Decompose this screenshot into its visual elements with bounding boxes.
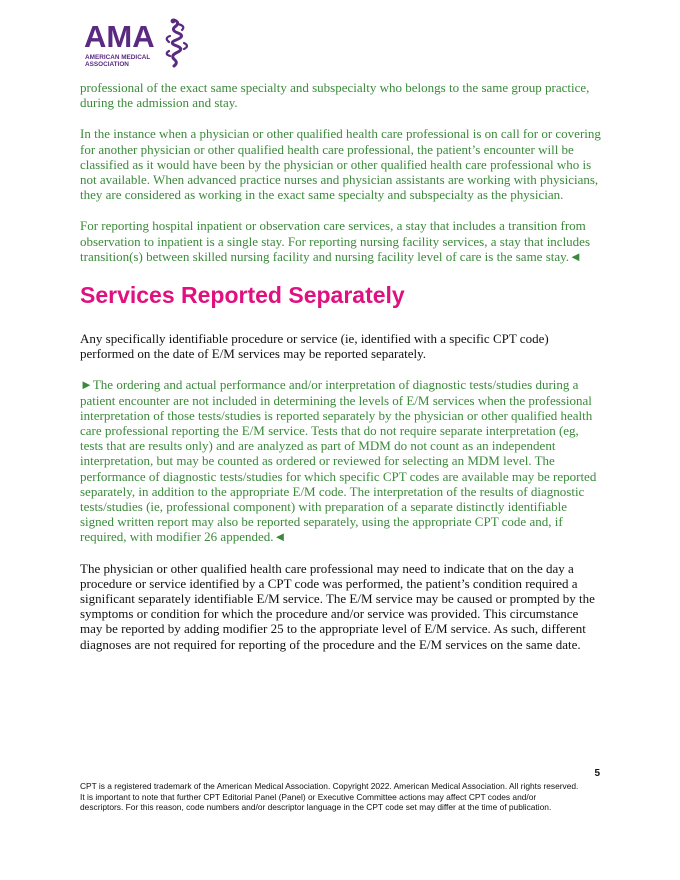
ama-logo bbox=[84, 20, 196, 70]
section-heading: Services Reported Separately bbox=[80, 282, 405, 309]
logo-subtitle: AMERICAN MEDICAL ASSOCIATION bbox=[85, 54, 151, 69]
caduceus-icon bbox=[160, 18, 194, 68]
paragraph-on-call: In the instance when a physician or other qualified health care professional is on call for or covering for another physician or other qualified health care professional, the patient’s encounter will be classified as it would have been by the physician or other qualified health care professional who is not available. When advanced practice nurses and physician assistants are working with physicians, they are considered as working in the exact same specialty and subspecialty as the physician. bbox=[80, 126, 601, 203]
paragraph-group-practice: professional of the exact same specialty and subspecialty who belongs to the same group practice, during the admission and stay. bbox=[80, 80, 590, 111]
paragraph-single-stay: For reporting hospital inpatient or observation care services, a stay that includes a transition from observation to inpatient is a single stay. For reporting nursing facility services, a stay that includes transition(s) between skilled nursing facility and nursing facility level of care is the same stay.◄ bbox=[80, 218, 591, 264]
paragraph-diagnostic-tests: ►The ordering and actual performance and/or interpretation of diagnostic tests/studies during a patient encounter are not included in determining the levels of E/M services when the professional interpretation of those tests/studies is reported separately by the physician or other qualified health care professional reporting the E/M service. Tests that do not require separate interpretation (eg, tests that are results only) and are analyzed as part of MDM do not count as an independent interpretation, but may be counted as ordered or reviewed for selecting an MDM level. The performance of diagnostic tests/studies for which specific CPT codes are available may be reported separately, in addition to the appropriate E/M code. The interpretation of the results of diagnostic tests/studies (ie, professional component) with preparation of a separate distinctly identifiable signed written report may also be reported separately, using the appropriate CPT code and, if required, with modifier 26 appended.◄ bbox=[80, 377, 597, 545]
logo-wordmark: AMA bbox=[84, 19, 155, 54]
paragraph-modifier-25: The physician or other qualified health care professional may need to indicate that on the day a procedure or service identified by a CPT code was performed, the patient’s condition required a significant separately identifiable E/M service. The E/M service may be caused or prompted by the symptoms or condition for which the procedure and/or service was provided. This circumstance may be reported by adding modifier 25 to the appropriate level of E/M service. As such, different diagnoses are not required for reporting of the procedure and the E/M services on the same date. bbox=[80, 560, 595, 652]
document-body bbox=[80, 80, 602, 652]
page-number: 5 bbox=[594, 768, 600, 779]
paragraph-reported-separately: Any specifically identifiable procedure or service (ie, identified with a specific CPT code) performed on the date of E/M services may be reported separately. bbox=[80, 331, 549, 362]
copyright-footer: CPT is a registered trademark of the American Medical Association. Copyright 2022. American Medical Association. All rights reserved. It is important to note that further CPT Editorial Panel (Panel) or Executive Committee actions may affect CPT codes and/or descriptors. For this reason, code numbers and/or descriptor language in the CPT code set may differ at the time of publication. bbox=[80, 781, 579, 813]
